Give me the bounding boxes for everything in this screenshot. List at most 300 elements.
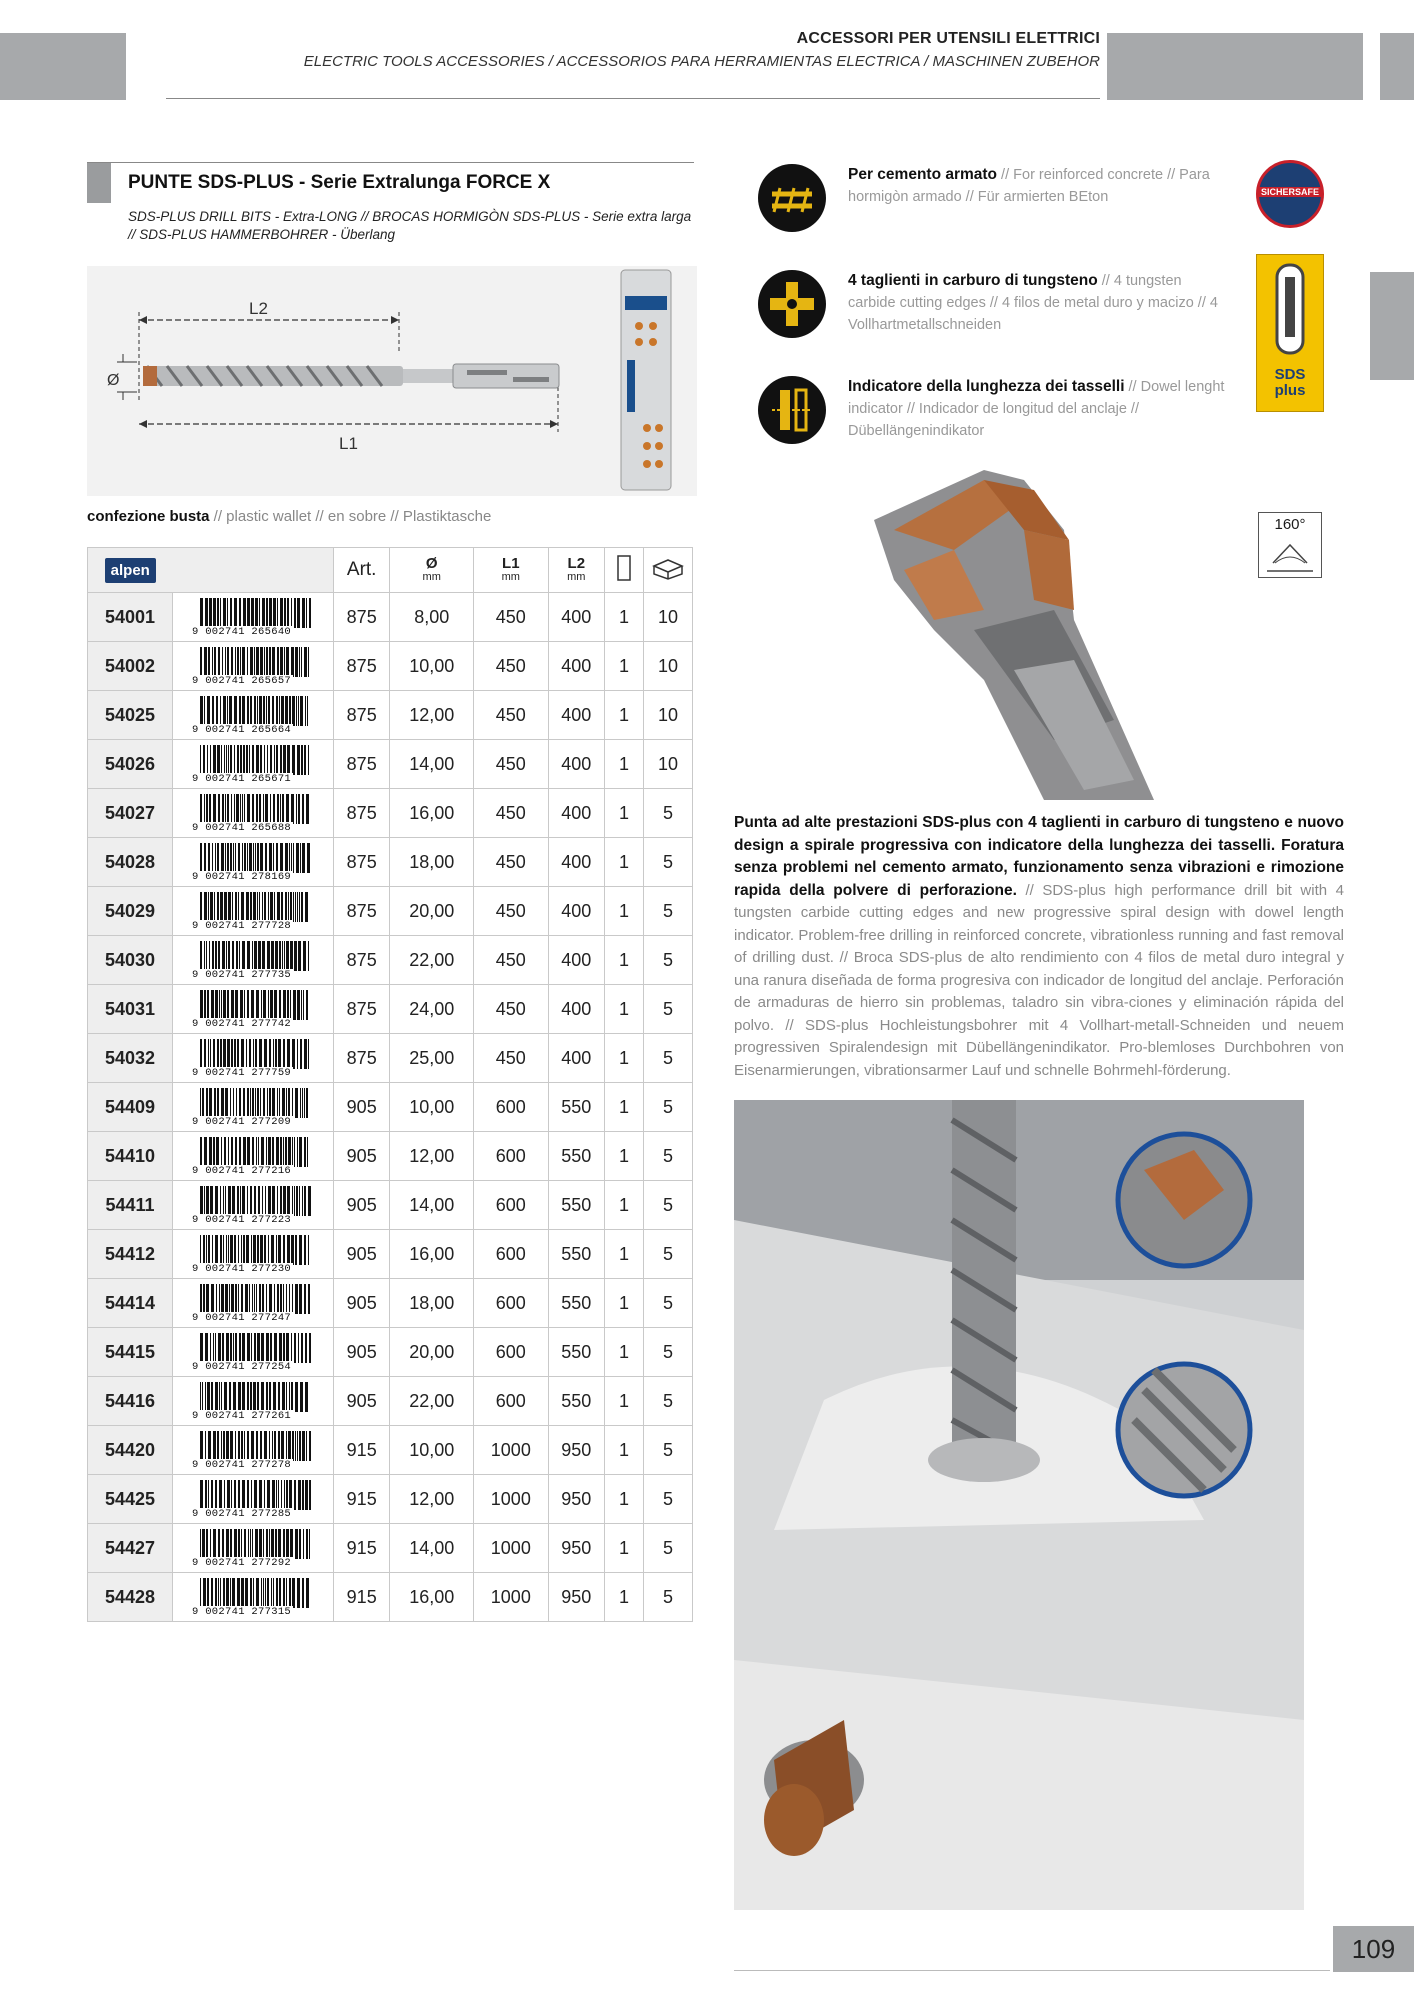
barcode-bars (190, 892, 316, 922)
length-l2: 550 (548, 1083, 604, 1132)
art-number: 915 (334, 1426, 390, 1475)
barcode-graphic (190, 990, 316, 1028)
diameter: 12,00 (390, 1475, 474, 1524)
qty-single: 1 (605, 887, 644, 936)
footer-rule (734, 1970, 1330, 1971)
box-pack-icon (651, 556, 685, 580)
diameter: 16,00 (390, 1230, 474, 1279)
packaging-translations: // plastic wallet // en sobre // Plastiktasche (209, 508, 492, 525)
barcode-bars (190, 941, 316, 971)
feature-desc-1: // For reinforced concrete // Para hormigòn armado // Für armierten BEton (848, 167, 1210, 205)
product-code: 54409 (88, 1083, 173, 1132)
art-number: 875 (334, 887, 390, 936)
drill-bit-drawing (87, 266, 697, 496)
length-l1: 450 (474, 789, 549, 838)
brand-logo-cell (88, 548, 173, 593)
barcode-graphic (190, 598, 316, 636)
l1-header (474, 548, 549, 593)
product-code: 54025 (88, 691, 173, 740)
feature-title-2: 4 taglienti in carburo di tungsteno (848, 272, 1098, 289)
qty-single: 1 (605, 1328, 644, 1377)
barcode-number: 9 002741 277285 (192, 1508, 292, 1520)
diameter: 22,00 (390, 936, 474, 985)
length-l1: 450 (474, 936, 549, 985)
length-l1: 600 (474, 1181, 549, 1230)
art-number: 875 (334, 1034, 390, 1083)
packaging-label (87, 508, 491, 525)
length-l2: 400 (548, 838, 604, 887)
diameter-header-unit: mm (422, 571, 441, 583)
qty-box: 5 (644, 1279, 693, 1328)
art-number: 875 (334, 740, 390, 789)
barcode (173, 1279, 334, 1328)
barcode-graphic (190, 1039, 316, 1077)
qty-single: 1 (605, 1475, 644, 1524)
length-l1: 600 (474, 1328, 549, 1377)
barcode-bars (190, 1480, 316, 1510)
barcode-number: 9 002741 265640 (192, 626, 292, 638)
barcode-number: 9 002741 265657 (192, 675, 292, 687)
barcode-graphic (190, 1480, 316, 1518)
length-l2: 400 (548, 593, 604, 642)
diameter-label: Ø (107, 372, 120, 389)
barcode-bars (190, 696, 316, 726)
length-l2: 550 (548, 1328, 604, 1377)
header-rule (166, 98, 1100, 99)
barcode-number: 9 002741 277261 (192, 1410, 292, 1422)
table-row (88, 936, 693, 985)
barcode-graphic (190, 1382, 316, 1420)
barcode-header (173, 548, 334, 593)
feature-text-2 (848, 270, 1228, 336)
qty-box: 5 (644, 1230, 693, 1279)
brand-logo: alpen (105, 558, 156, 583)
barcode-number: 9 002741 277216 (192, 1165, 292, 1177)
diameter: 10,00 (390, 1426, 474, 1475)
barcode-graphic (190, 941, 316, 979)
diameter-header (390, 548, 474, 593)
barcode-number: 9 002741 265671 (192, 773, 292, 785)
barcode-graphic (190, 843, 316, 881)
feature-text-3 (848, 376, 1228, 442)
qty-single: 1 (605, 1279, 644, 1328)
barcode-number: 9 002741 277292 (192, 1557, 292, 1569)
application-photo (734, 1100, 1304, 1910)
barcode-graphic (190, 1186, 316, 1224)
drill-bit-diagram (87, 266, 697, 496)
barcode-number: 9 002741 277315 (192, 1606, 292, 1618)
barcode-number: 9 002741 277223 (192, 1214, 292, 1226)
product-code: 54030 (88, 936, 173, 985)
diameter: 18,00 (390, 838, 474, 887)
table-row (88, 1034, 693, 1083)
rebar-icon (758, 164, 826, 232)
barcode-graphic (190, 745, 316, 783)
qty-box: 10 (644, 593, 693, 642)
qty-box: 5 (644, 1181, 693, 1230)
qty-single: 1 (605, 1083, 644, 1132)
art-number: 875 (334, 838, 390, 887)
barcode (173, 740, 334, 789)
single-pack-header (605, 548, 644, 593)
header-title: ACCESSORI PER UTENSILI ELETTRICI (796, 30, 1100, 47)
l2-header-unit: mm (567, 571, 586, 583)
section-subtitle: SDS-PLUS DRILL BITS - Extra-LONG // BROCAS HORMIGÒN SDS-PLUS - Serie extra larga // SDS-PLUS HAMMERBOHRER - Überlang (128, 209, 692, 242)
barcode (173, 1034, 334, 1083)
barcode-graphic (190, 1088, 316, 1126)
angle-label: 160° (1274, 516, 1306, 533)
angle-badge (1258, 512, 1322, 578)
diameter: 10,00 (390, 1083, 474, 1132)
barcode (173, 1230, 334, 1279)
barcode-bars (190, 843, 316, 873)
barcode-number: 9 002741 277254 (192, 1361, 292, 1373)
barcode-bars (190, 794, 316, 824)
qty-single: 1 (605, 1377, 644, 1426)
qty-box: 5 (644, 1377, 693, 1426)
qty-single: 1 (605, 985, 644, 1034)
art-number: 905 (334, 1132, 390, 1181)
diameter: 14,00 (390, 1181, 474, 1230)
length-l1: 600 (474, 1377, 549, 1426)
barcode-bars (190, 1137, 316, 1167)
qty-box: 10 (644, 642, 693, 691)
qty-box: 5 (644, 1524, 693, 1573)
qty-box: 5 (644, 1573, 693, 1622)
qty-box: 5 (644, 1034, 693, 1083)
qty-box: 5 (644, 838, 693, 887)
barcode (173, 838, 334, 887)
sichersafe-badge (1256, 160, 1324, 228)
length-l2: 400 (548, 887, 604, 936)
l1-header-label: L1 (502, 555, 520, 572)
length-l1: 450 (474, 642, 549, 691)
table-row (88, 789, 693, 838)
length-l1: 1000 (474, 1573, 549, 1622)
length-l1: 450 (474, 740, 549, 789)
product-code: 54032 (88, 1034, 173, 1083)
barcode-graphic (190, 794, 316, 832)
length-l2: 550 (548, 1279, 604, 1328)
length-l1: 600 (474, 1132, 549, 1181)
length-l1: 1000 (474, 1524, 549, 1573)
barcode-bars (190, 1578, 316, 1608)
table-row (88, 1377, 693, 1426)
table-row (88, 1328, 693, 1377)
product-code: 54428 (88, 1573, 173, 1622)
length-l2: 400 (548, 985, 604, 1034)
table-row (88, 1083, 693, 1132)
qty-single: 1 (605, 691, 644, 740)
qty-single: 1 (605, 1034, 644, 1083)
barcode-number: 9 002741 277278 (192, 1459, 292, 1471)
barcode-bars (190, 1039, 316, 1069)
product-code: 54028 (88, 838, 173, 887)
feature-text-1 (848, 164, 1228, 208)
barcode (173, 887, 334, 936)
table-row (88, 1230, 693, 1279)
barcode-bars (190, 745, 316, 775)
diameter: 25,00 (390, 1034, 474, 1083)
length-l1: 450 (474, 1034, 549, 1083)
sds-label: SDS (1274, 366, 1306, 383)
qty-single: 1 (605, 838, 644, 887)
table-row (88, 887, 693, 936)
header-subtitle: ELECTRIC TOOLS ACCESSORIES / ACCESSORIOS PARA HERRAMIENTAS ELECTRICA / MASCHINEN ZUBEHOR (303, 53, 1100, 70)
barcode-bars (190, 1284, 316, 1314)
table-row (88, 1524, 693, 1573)
art-number: 915 (334, 1475, 390, 1524)
length-l2: 400 (548, 740, 604, 789)
barcode (173, 642, 334, 691)
barcode-graphic (190, 1235, 316, 1273)
length-l1: 450 (474, 985, 549, 1034)
dowel-icon (758, 376, 826, 444)
table-row (88, 1181, 693, 1230)
length-l1: 450 (474, 887, 549, 936)
l1-label: L1 (339, 434, 358, 453)
feature-carbide-edges (758, 270, 1298, 350)
barcode (173, 1524, 334, 1573)
product-code: 54001 (88, 593, 173, 642)
length-l2: 550 (548, 1181, 604, 1230)
qty-box: 10 (644, 740, 693, 789)
barcode-number: 9 002741 265688 (192, 822, 292, 834)
barcode (173, 936, 334, 985)
art-number: 875 (334, 691, 390, 740)
barcode-bars (190, 1431, 316, 1461)
product-code: 54425 (88, 1475, 173, 1524)
product-code: 54414 (88, 1279, 173, 1328)
feature-reinforced-concrete (758, 164, 1298, 244)
art-number: 915 (334, 1573, 390, 1622)
barcode (173, 1083, 334, 1132)
diameter: 14,00 (390, 1524, 474, 1573)
barcode-graphic (190, 1333, 316, 1371)
barcode-graphic (190, 1578, 316, 1616)
art-number: 875 (334, 789, 390, 838)
barcode-bars (190, 1529, 316, 1559)
length-l1: 600 (474, 1230, 549, 1279)
art-number: 875 (334, 985, 390, 1034)
art-number: 905 (334, 1181, 390, 1230)
l1-header-unit: mm (501, 571, 520, 583)
table-row (88, 838, 693, 887)
qty-single: 1 (605, 642, 644, 691)
art-number: 905 (334, 1279, 390, 1328)
diameter: 24,00 (390, 985, 474, 1034)
barcode-graphic (190, 892, 316, 930)
barcode (173, 1475, 334, 1524)
qty-box: 5 (644, 789, 693, 838)
barcode-number: 9 002741 277247 (192, 1312, 292, 1324)
length-l2: 550 (548, 1132, 604, 1181)
product-code: 54412 (88, 1230, 173, 1279)
barcode-bars (190, 1333, 316, 1363)
barcode-bars (190, 598, 316, 628)
barcode-bars (190, 990, 316, 1020)
qty-box: 5 (644, 1426, 693, 1475)
length-l1: 1000 (474, 1475, 549, 1524)
box-pack-header (644, 548, 693, 593)
product-code: 54416 (88, 1377, 173, 1426)
diameter: 20,00 (390, 887, 474, 936)
cross-tip-icon (758, 270, 826, 338)
barcode (173, 1573, 334, 1622)
diameter: 22,00 (390, 1377, 474, 1426)
header-right-tab (1107, 33, 1363, 100)
table-row (88, 593, 693, 642)
table-row (88, 1279, 693, 1328)
section-rule (87, 162, 694, 163)
art-number: 875 (334, 642, 390, 691)
qty-box: 10 (644, 691, 693, 740)
feature-title-1: Per cemento armato (848, 166, 998, 183)
diameter: 14,00 (390, 740, 474, 789)
art-number: 875 (334, 936, 390, 985)
l2-label: L2 (249, 299, 268, 318)
length-l2: 550 (548, 1377, 604, 1426)
art-header: Art. (334, 548, 390, 593)
barcode-graphic (190, 1137, 316, 1175)
single-pack-icon (616, 554, 632, 582)
feature-title-3: Indicatore della lunghezza dei tasselli (848, 378, 1125, 395)
length-l1: 450 (474, 838, 549, 887)
product-table-body (88, 593, 693, 1622)
qty-single: 1 (605, 1426, 644, 1475)
product-code: 54027 (88, 789, 173, 838)
barcode-number: 9 002741 277742 (192, 1018, 292, 1030)
feature-desc-3: // Dowel lenght indicator // Indicador de longitud del anclaje // Dübellängenindikator (848, 379, 1225, 439)
barcode (173, 985, 334, 1034)
barcode-graphic (190, 1284, 316, 1322)
angle-icon (1259, 537, 1321, 577)
qty-single: 1 (605, 1181, 644, 1230)
header-far-right-tab (1380, 33, 1414, 100)
product-code: 54026 (88, 740, 173, 789)
product-code: 54420 (88, 1426, 173, 1475)
barcode-graphic (190, 1431, 316, 1469)
barcode-graphic (190, 696, 316, 734)
sds-plus-badge (1256, 254, 1324, 412)
art-number: 905 (334, 1083, 390, 1132)
length-l2: 400 (548, 936, 604, 985)
description-bold: Punta ad alte prestazioni SDS-plus con 4 taglienti in carburo di tungsteno e nuovo design a spirale progressiva con indicatore della lunghezza dei tasselli. Foratura senza problemi nel cemento armato, funzionamento senza vibrazioni e rimozione rapida della polvere di perforazione. (734, 814, 1344, 899)
barcode-bars (190, 1186, 316, 1216)
qty-single: 1 (605, 1132, 644, 1181)
sichersafe-label: SICHERSAFE (1260, 187, 1319, 197)
table-header-row (88, 548, 693, 593)
barcode (173, 593, 334, 642)
barcode (173, 1426, 334, 1475)
feature-desc-2: // 4 tungsten carbide cutting edges // 4 filos de metal duro y macizo // 4 Vollhartmetallschneiden (848, 273, 1218, 333)
length-l1: 450 (474, 593, 549, 642)
section-title: PUNTE SDS-PLUS - Serie Extralunga FORCE X (128, 172, 551, 193)
side-tab (1370, 272, 1414, 380)
qty-single: 1 (605, 936, 644, 985)
qty-single: 1 (605, 789, 644, 838)
diameter-header-label: Ø (425, 555, 438, 572)
table-row (88, 1573, 693, 1622)
product-code: 54410 (88, 1132, 173, 1181)
qty-box: 5 (644, 1475, 693, 1524)
barcode-bars (190, 1382, 316, 1412)
diameter: 8,00 (390, 593, 474, 642)
barcode-number: 9 002741 277759 (192, 1067, 292, 1079)
qty-box: 5 (644, 985, 693, 1034)
product-code: 54002 (88, 642, 173, 691)
length-l2: 400 (548, 789, 604, 838)
barcode (173, 1328, 334, 1377)
feature-dowel-indicator (758, 376, 1298, 456)
art-number: 905 (334, 1377, 390, 1426)
diameter: 16,00 (390, 789, 474, 838)
barcode (173, 1181, 334, 1230)
qty-box: 5 (644, 1083, 693, 1132)
diameter: 12,00 (390, 1132, 474, 1181)
diameter: 20,00 (390, 1328, 474, 1377)
drill-tip-photo (834, 460, 1174, 800)
length-l2: 950 (548, 1426, 604, 1475)
length-l1: 1000 (474, 1426, 549, 1475)
packaging-label-main: confezione busta (87, 508, 210, 525)
barcode-number: 9 002741 277728 (192, 920, 292, 932)
product-code: 54031 (88, 985, 173, 1034)
l2-header (548, 548, 604, 593)
diameter: 16,00 (390, 1573, 474, 1622)
qty-box: 5 (644, 1328, 693, 1377)
length-l2: 950 (548, 1475, 604, 1524)
barcode-bars (190, 1088, 316, 1118)
diameter: 10,00 (390, 642, 474, 691)
table-row (88, 691, 693, 740)
table-row (88, 740, 693, 789)
table-row (88, 985, 693, 1034)
barcode-graphic (190, 647, 316, 685)
qty-box: 5 (644, 1132, 693, 1181)
length-l2: 550 (548, 1230, 604, 1279)
l2-header-label: L2 (567, 555, 586, 572)
product-code: 54427 (88, 1524, 173, 1573)
barcode-number: 9 002741 278169 (192, 871, 292, 883)
section-marker (87, 163, 111, 203)
barcode (173, 1132, 334, 1181)
qty-single: 1 (605, 1524, 644, 1573)
length-l1: 600 (474, 1083, 549, 1132)
qty-single: 1 (605, 1230, 644, 1279)
barcode (173, 789, 334, 838)
length-l2: 400 (548, 1034, 604, 1083)
barcode-bars (190, 1235, 316, 1265)
art-number: 915 (334, 1524, 390, 1573)
diameter: 12,00 (390, 691, 474, 740)
qty-single: 1 (605, 1573, 644, 1622)
diameter: 18,00 (390, 1279, 474, 1328)
product-description (734, 812, 1344, 1082)
length-l2: 400 (548, 691, 604, 740)
table-row (88, 1426, 693, 1475)
barcode-graphic (190, 1529, 316, 1567)
barcode-number: 9 002741 277735 (192, 969, 292, 981)
product-code: 54029 (88, 887, 173, 936)
qty-box: 5 (644, 887, 693, 936)
length-l1: 600 (474, 1279, 549, 1328)
length-l2: 950 (548, 1524, 604, 1573)
table-row (88, 1475, 693, 1524)
header-left-tab (0, 33, 126, 100)
product-code: 54411 (88, 1181, 173, 1230)
description-translations: // SDS-plus high performance drill bit with 4 tungsten carbide cutting edges and new progressive spiral design with dowel length indicator. Problem-free drilling in reinforced concrete, vibrationless running and fast removal of drilling dust. // Broca SDS-plus de alto rendimiento con 4 filos de metal duro integral y una ranura diseñada de forma progresiva con indicador de longitud del anclaje. Perforación de armaduras de hierro sin problemas, taladro sin vibra-ciones y eliminación rápida del polvo. // SDS-plus Hochleistungsbohrer mit 4 Vollhart-metall-Schneiden und neuem progressiven Spiralendesign mit Dübellängenindikator. Pro-blemloses Durchbohren von Eisenarmierungen, vibrationsarmer Lauf und schnelle Bohrmehl-förderung. (734, 881, 1344, 1079)
